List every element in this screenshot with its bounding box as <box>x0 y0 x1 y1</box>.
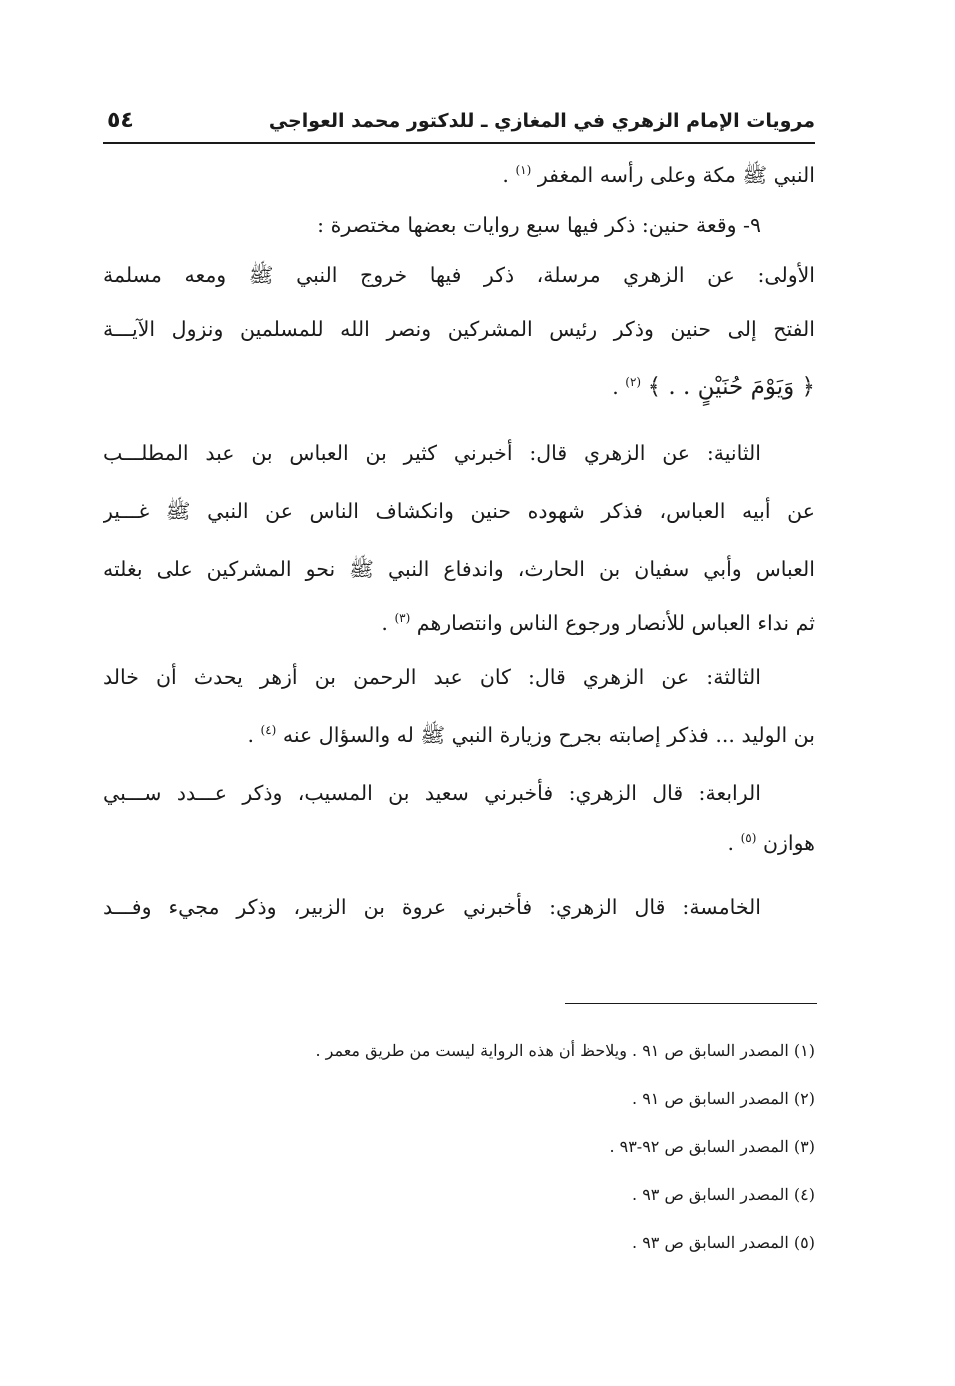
text-line-1-end: . <box>502 163 516 187</box>
text-line-1-content: النبي ﷺ مكة وعلى رأسه المغفر <box>537 163 815 187</box>
footnote-1: (١) المصدر السابق ص ٩١ . ويلاحظ أن هذه الرواية ليست من طريق معمر . <box>315 1041 815 1060</box>
header-title: مرويات الإمام الزهري في المغازي ـ للدكتور محمد العواجي <box>268 110 815 132</box>
text-line-8: العباس وأبي سفيان بن الحارث، واندفاع النبي ﷺ نحو المشركين على بغلته <box>103 557 815 581</box>
text-line-14: الخامسة: قال الزهري: فأخبرني عروة بن الزبير، وذكر مجيء وفـــد <box>103 895 761 919</box>
text-line-13-content: هوازن <box>762 831 815 855</box>
text-line-6: الثانية: عن الزهري قال: أخبرني كثير بن العباس بن عبد المطلـــب <box>103 441 761 465</box>
text-line-12: الرابعة: قال الزهري: فأخبرني سعيد بن المسيب، وذكر عـــدد ســـبي <box>103 781 761 805</box>
footnotes <box>103 1027 815 1267</box>
text-line-10: الثالثة: عن الزهري قال: كان عبد الرحمن بن أزهر يحدث أن خالد <box>103 665 761 689</box>
text-line-3: الأولى: عن الزهري مرسلة، ذكر فيها خروج النبي ﷺ ومعه مسلمة <box>103 263 815 287</box>
text-line-13-end: . <box>727 831 741 855</box>
text-line-2: ٩- وقعة حنين: ذكر فيها سبع روايات بعضها مختصرة : <box>317 213 761 237</box>
text-line-5-end: . <box>612 375 626 399</box>
text-line-11-end: . <box>247 723 261 747</box>
footnote-separator <box>565 1003 817 1004</box>
text-line-9 <box>103 598 815 648</box>
text-line-1 <box>103 150 815 200</box>
running-header <box>103 108 815 144</box>
text-line-4: الفتح إلى حنين وذكر رئيس المشركين ونصر الله للمسلمين ونزول الآيـــة <box>103 317 815 341</box>
footnote-ref-1[interactable]: (١) <box>515 163 532 178</box>
footnote-ref-5[interactable]: (٥) <box>740 831 757 846</box>
quran-verse: ﴿ وَيَوْمَ حُنَيْنٍ . . ﴾ <box>647 374 815 400</box>
text-line-9-content: ثم نداء العباس للأنصار ورجوع الناس وانتصارهم <box>416 611 815 635</box>
text-line-11 <box>103 706 815 764</box>
footnote-ref-2[interactable]: (٢) <box>625 375 642 390</box>
footnote-ref-3[interactable]: (٣) <box>394 611 411 626</box>
text-line-9-end: . <box>381 611 395 635</box>
text-line-13 <box>103 818 815 868</box>
main-text <box>103 150 815 936</box>
page-number: ٥٤ <box>107 108 134 133</box>
text-line-11-content: بن الوليد ... فذكر إصابته بجرح وزيارة النبي ﷺ له والسؤال عنه <box>282 723 815 747</box>
footnote-3: (٣) المصدر السابق ص ٩٢-٩٣ . <box>609 1137 815 1156</box>
text-line-7: عن أبيه العباس، فذكر شهوده حنين وانكشاف الناس عن النبي ﷺ غـــير <box>103 499 815 523</box>
footnote-2: (٢) المصدر السابق ص ٩١ . <box>632 1089 815 1108</box>
footnote-4: (٤) المصدر السابق ص ٩٣ . <box>632 1185 815 1204</box>
footnote-5: (٥) المصدر السابق ص ٩٣ . <box>632 1233 815 1252</box>
footnote-ref-4[interactable]: (٤) <box>260 723 277 738</box>
text-line-5 <box>103 358 815 416</box>
